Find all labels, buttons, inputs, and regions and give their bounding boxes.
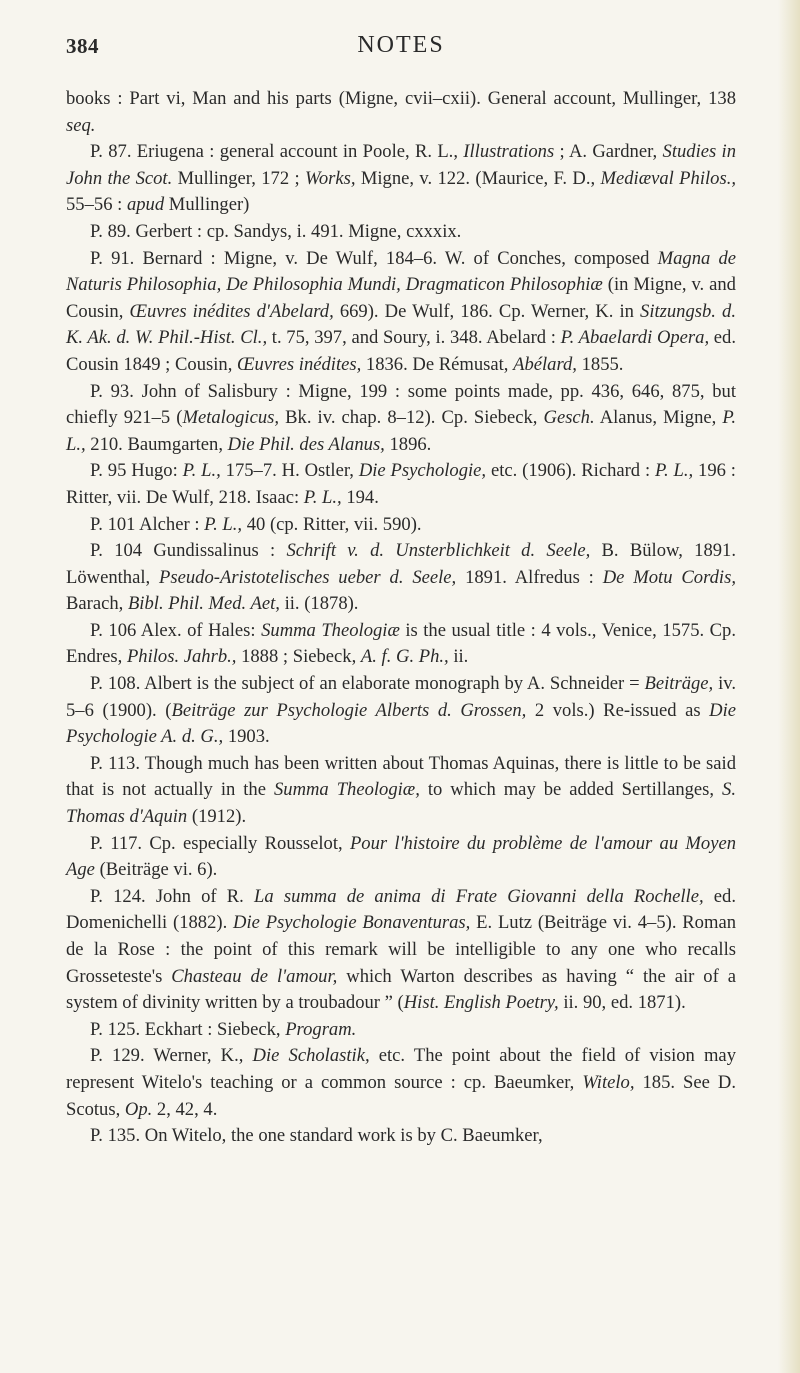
note-text: 185. See D. Scotus, bbox=[66, 1071, 736, 1120]
note-text: 55–56 : bbox=[66, 194, 127, 216]
note-text: P. 95 Hugo: bbox=[90, 460, 183, 482]
note-paragraph bbox=[66, 219, 736, 246]
note-italic-text: Abélard, bbox=[513, 353, 577, 375]
note-text: (Beiträge vi. 6). bbox=[94, 859, 218, 881]
note-italic-text: Summa Theologiæ bbox=[261, 619, 400, 641]
note-italic-text: Œuvres inédites d'Abelard, bbox=[129, 300, 334, 322]
note-text: 2 vols.) Re-issued as bbox=[526, 699, 710, 721]
note-text: 1891. Alfredus : bbox=[456, 566, 603, 588]
note-text: 175–7. H. Ostler, bbox=[220, 460, 359, 482]
note-text: P. 91. Bernard : Migne, v. De Wulf, 184–6. W. of Conches, composed bbox=[90, 247, 658, 269]
note-italic-text: S. Thomas d'Aquin bbox=[66, 779, 736, 828]
note-italic-text: Schrift v. d. Unsterblichkeit d. Seele, bbox=[286, 540, 591, 562]
note-text: t. 75, 397, and Soury, i. 348. Abelard : bbox=[267, 327, 561, 349]
note-italic-text: Op. bbox=[124, 1098, 153, 1120]
note-text: 669). De Wulf, 186. Cp. Werner, K. in bbox=[333, 300, 641, 322]
note-italic-text: De Motu Cordis, bbox=[602, 566, 736, 588]
note-italic-text: Chasteau de l'amour, bbox=[171, 965, 338, 987]
note-italic-text: Gesch. bbox=[543, 407, 595, 429]
note-italic-text: Metalogicus, bbox=[182, 407, 280, 429]
note-italic-text: Die Psychologie A. d. G., bbox=[66, 699, 736, 748]
page-number: 384 bbox=[66, 34, 99, 58]
note-text: 1896. bbox=[384, 433, 432, 455]
note-text: books : Part vi, Man and his parts (Migne, cvii–cxii). General account, Mullinger, 138 bbox=[66, 88, 736, 109]
note-paragraph bbox=[66, 512, 736, 539]
note-italic-text: Mediæval Philos., bbox=[600, 167, 736, 189]
note-italic-text: Die Scholastik, bbox=[252, 1045, 370, 1067]
note-text: Barach, bbox=[66, 593, 128, 615]
note-paragraph bbox=[66, 1123, 736, 1150]
note-italic-text: Hist. English Poetry, bbox=[403, 992, 559, 1014]
note-italic-text: P. Abaelardi Opera, bbox=[560, 327, 710, 349]
note-text: Mullinger) bbox=[164, 194, 250, 216]
note-text: Bk. iv. chap. 8–12). Cp. Siebeck, bbox=[279, 407, 544, 429]
note-italic-text: Beiträge, bbox=[644, 673, 714, 695]
note-italic-text: A. f. G. Ph., bbox=[360, 646, 449, 668]
note-text: ed. Domenichelli (1882). bbox=[66, 885, 736, 934]
note-text: P. 108. Albert is the subject of an elaborate monograph by A. Schneider = bbox=[90, 673, 645, 695]
note-italic-text: Summa Theologiæ, bbox=[273, 779, 420, 801]
running-head: NOTES bbox=[357, 32, 445, 58]
note-paragraph bbox=[66, 884, 736, 1017]
note-text: Mullinger, 172 ; bbox=[172, 167, 306, 189]
note-text: 2, 42, 4. bbox=[152, 1098, 218, 1120]
note-paragraph bbox=[66, 458, 736, 511]
note-text: P. 129. Werner, K., bbox=[90, 1045, 253, 1067]
note-text: to which may be added Sertillanges, bbox=[419, 779, 723, 801]
note-text: P. 101 Alcher : bbox=[90, 513, 205, 535]
note-text: P. 87. Eriugena : general account in Poole, R. L., bbox=[90, 141, 464, 163]
note-text: ii. bbox=[448, 646, 469, 668]
note-text: which Warton describes as having “ the air of a system of divinity written by a troubadour ” ( bbox=[66, 965, 737, 1014]
note-text: P. 106 Alex. of Hales: bbox=[90, 619, 262, 641]
note-italic-text: Witelo, bbox=[582, 1071, 635, 1093]
note-text: 1836. De Rémusat, bbox=[361, 353, 514, 375]
notes-body bbox=[66, 86, 736, 1150]
note-text: P. 117. Cp. especially Rousselot, bbox=[90, 832, 350, 854]
note-text: P. 89. Gerbert : cp. Sandys, i. 491. Migne, cxxxix. bbox=[90, 220, 462, 242]
note-text: B. Bülow, 1891. Löwenthal, bbox=[66, 540, 736, 588]
note-text: 210. Baumgarten, bbox=[85, 433, 228, 455]
note-italic-text: P. L., bbox=[655, 460, 694, 482]
note-italic-text: La summa de anima di Frate Giovanni della Rochelle, bbox=[254, 885, 704, 907]
note-paragraph bbox=[66, 1017, 736, 1044]
note-italic-text: Pseudo-Aristotelisches ueber d. Seele, bbox=[159, 566, 457, 588]
note-italic-text: Program. bbox=[285, 1018, 357, 1040]
note-italic-text: Die Psychologie, bbox=[358, 460, 487, 482]
note-continuation bbox=[66, 86, 736, 139]
note-text: (in Migne, v. and Cousin, bbox=[66, 274, 736, 322]
note-paragraph bbox=[66, 139, 736, 219]
note-paragraph bbox=[66, 618, 736, 671]
note-text: Alanus, Migne, bbox=[594, 407, 723, 429]
note-italic-text: P. L., bbox=[303, 486, 342, 508]
note-italic-text: Die Phil. des Alanus, bbox=[227, 433, 385, 455]
note-text: E. Lutz (Beiträge vi. 4–5). Roman de la Rose : the point of this remark will be intelligible to any one who recalls Grosseteste's bbox=[66, 912, 736, 987]
note-text: 1888 ; Siebeck, bbox=[236, 646, 361, 668]
note-italic-text: Illustrations bbox=[463, 141, 555, 163]
note-italic-text: apud bbox=[126, 194, 165, 216]
note-text: 196 : Ritter, vii. De Wulf, 218. Isaac: bbox=[66, 460, 736, 508]
note-text: 1855. bbox=[576, 353, 624, 375]
note-italic-text: Magna de Naturis Philosophia, De Philosophia Mundi, Dragmaticon Philosophiæ bbox=[66, 247, 737, 296]
note-paragraph bbox=[66, 379, 736, 459]
note-text: (1912). bbox=[187, 806, 247, 828]
note-text: P. 93. John of Salisbury : Migne, 199 : some points made, pp. 436, 646, 875, but chiefly 921–5 ( bbox=[66, 380, 736, 429]
note-text: P. 104 Gundissalinus : bbox=[90, 540, 287, 562]
note-text: ii. 90, ed. 1871). bbox=[558, 992, 686, 1014]
note-italic-text: P. L., bbox=[66, 407, 736, 455]
note-text: 194. bbox=[341, 486, 379, 508]
note-italic-text: Works, bbox=[305, 167, 356, 189]
note-paragraph bbox=[66, 246, 736, 379]
note-italic-text: Œuvres inédites, bbox=[237, 353, 362, 375]
note-text: 40 (cp. Ritter, vii. 590). bbox=[242, 513, 422, 535]
note-text: Migne, v. 122. (Maurice, F. D., bbox=[355, 167, 601, 189]
note-text: P. 125. Eckhart : Siebeck, bbox=[90, 1018, 286, 1040]
note-paragraph bbox=[66, 671, 736, 751]
note-paragraph bbox=[66, 831, 736, 884]
note-text: P. 135. On Witelo, the one standard work is by C. Baeumker, bbox=[90, 1125, 543, 1147]
note-text: 1903. bbox=[223, 726, 270, 748]
note-italic-text: seq. bbox=[66, 114, 96, 136]
note-text: ii. (1878). bbox=[279, 593, 359, 615]
note-italic-text: P. L., bbox=[204, 513, 243, 535]
note-paragraph bbox=[66, 538, 736, 618]
note-text: P. 113. Though much has been written about Thomas Aquinas, there is little to be said that is not actually in the bbox=[66, 752, 736, 801]
note-paragraph bbox=[66, 1043, 736, 1123]
note-text: ed. Cousin 1849 ; Cousin, bbox=[66, 327, 737, 375]
note-text: P. 124. John of R. bbox=[90, 885, 255, 907]
note-text: iv. 5–6 (1900). ( bbox=[66, 673, 736, 721]
note-text: is the usual title : 4 vols., Venice, 1575. Cp. Endres, bbox=[66, 619, 736, 668]
note-text: ; A. Gardner, bbox=[554, 141, 663, 163]
note-italic-text: Philos. Jahrb., bbox=[126, 646, 237, 668]
note-italic-text: Pour l'histoire du problème de l'amour au Moyen Age bbox=[66, 832, 737, 881]
note-text: etc. (1906). Richard : bbox=[486, 460, 656, 482]
note-italic-text: Bibl. Phil. Med. Aet, bbox=[127, 593, 280, 615]
note-italic-text: Sitzungsb. d. K. Ak. d. W. Phil.-Hist. Cl., bbox=[66, 300, 736, 349]
note-italic-text: Studies in John the Scot. bbox=[66, 141, 737, 189]
note-italic-text: P. L., bbox=[182, 460, 221, 482]
page-header bbox=[66, 22, 736, 72]
page-edge-shadow bbox=[778, 0, 800, 1373]
note-italic-text: Beiträge zur Psychologie Alberts d. Grossen, bbox=[171, 699, 527, 721]
note-italic-text: Die Psychologie Bonaventuras, bbox=[233, 912, 471, 934]
note-paragraph bbox=[66, 751, 736, 831]
note-text: etc. The point about the field of vision may represent Witelo's teaching or a common source : cp. Baeumker, bbox=[66, 1045, 736, 1093]
